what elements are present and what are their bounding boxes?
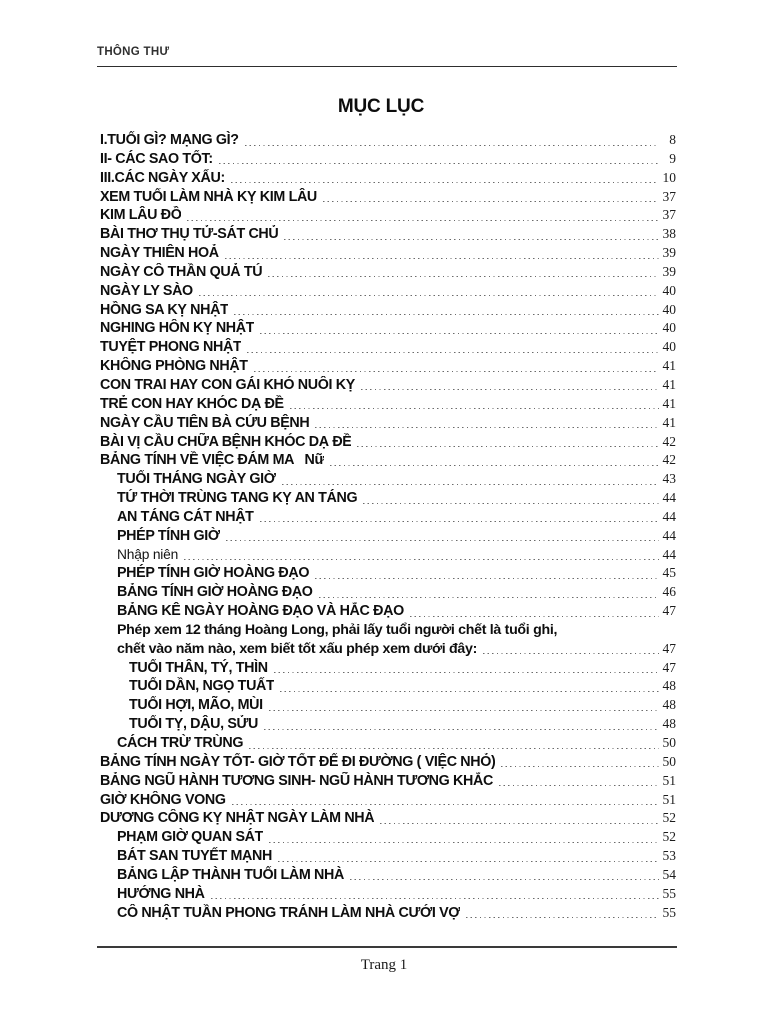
toc-entry <box>100 225 676 244</box>
toc-entry-page: 47 <box>662 659 676 675</box>
toc-entry-page: 39 <box>662 245 676 261</box>
dotted-leader <box>499 772 659 791</box>
toc-entry-label: chết vào năm nào, xem biết tốt xấu phép xem dưới đây: <box>117 640 478 657</box>
dotted-leader <box>226 527 659 546</box>
toc-entry-page: 10 <box>662 169 676 185</box>
toc-entry-page: 46 <box>662 584 676 600</box>
toc-entry-label: TỨ THỜI TRÙNG TANG KỴ AN TÁNG <box>117 490 358 507</box>
toc-entry-page: 48 <box>662 697 676 713</box>
toc-entry-page: 55 <box>662 885 676 901</box>
dotted-leader <box>350 866 659 885</box>
dotted-leader <box>330 451 659 470</box>
toc-entry-label: HƯỚNG NHÀ <box>117 885 205 902</box>
toc-entry-label: BÀI VỊ CẦU CHỮA BỆNH KHÓC DẠ ĐỀ <box>100 433 352 450</box>
dotted-leader <box>254 357 659 376</box>
dotted-leader <box>260 319 659 338</box>
toc-entry-label: TUỔI THÂN, TÝ, THÌN <box>129 659 268 676</box>
toc-entry <box>100 244 676 263</box>
dotted-leader <box>268 263 659 282</box>
toc-entry <box>100 395 676 414</box>
toc-entry <box>100 433 676 452</box>
toc-entry-label: Nhập niên <box>117 546 179 562</box>
toc-entry-label: BẢNG TÍNH VỀ VIỆC ĐÁM MA Nữ <box>100 452 325 469</box>
toc-entry <box>100 319 676 338</box>
toc-entry-page: 48 <box>662 678 676 694</box>
toc-entry <box>100 753 676 772</box>
toc-entry-page: 40 <box>662 320 676 336</box>
dotted-leader <box>466 904 659 923</box>
dotted-leader <box>231 169 659 188</box>
toc-entry <box>100 357 676 376</box>
dotted-leader <box>410 602 659 621</box>
toc-entry-page: 40 <box>662 282 676 298</box>
dotted-leader <box>278 847 659 866</box>
toc-entry <box>100 546 676 565</box>
toc-entry-page: 37 <box>662 207 676 223</box>
toc-entry-label: BẢNG NGŨ HÀNH TƯƠNG SINH- NGŨ HÀNH TƯƠNG KHẮC <box>100 772 493 789</box>
toc-entry-page: 42 <box>662 452 676 468</box>
toc-entry <box>100 169 676 188</box>
toc-entry <box>100 847 676 866</box>
toc-entry <box>100 866 676 885</box>
toc-entry-label: TUYỆT PHONG NHẬT <box>100 339 242 356</box>
dotted-leader <box>361 376 659 395</box>
toc-entry <box>100 489 676 508</box>
toc-list <box>100 131 676 922</box>
toc-entry-label: TUỔI HỢI, MÃO, MÙI <box>129 697 263 714</box>
toc-entry-page: 38 <box>662 226 676 242</box>
toc-entry-page: 52 <box>662 829 676 845</box>
toc-entry <box>100 263 676 282</box>
toc-entry-label: TRẺ CON HAY KHÓC DẠ ĐỀ <box>100 395 284 412</box>
toc-entry <box>100 206 676 225</box>
toc-entry <box>100 414 676 433</box>
dotted-leader <box>363 489 659 508</box>
toc-entry-page: 51 <box>662 772 676 788</box>
toc-entry <box>100 696 676 715</box>
toc-entry-page: 39 <box>662 263 676 279</box>
toc-entry-label: PHẠM GIỜ QUAN SÁT <box>117 829 264 846</box>
dotted-leader <box>187 206 659 225</box>
dotted-leader <box>269 696 659 715</box>
toc-entry-label: BÁT SAN TUYẾT MẠNH <box>117 848 272 865</box>
toc-entry <box>100 715 676 734</box>
dotted-leader <box>315 414 659 433</box>
toc-entry <box>100 188 676 207</box>
toc-entry <box>100 470 676 489</box>
toc-entry-label: CÔ NHẬT TUẦN PHONG TRÁNH LÀM NHÀ CƯỚI VỢ <box>117 904 461 921</box>
toc-entry <box>100 828 676 847</box>
toc-entry-page: 45 <box>662 565 676 581</box>
toc-entry-label: BẢNG LẬP THÀNH TUỔI LÀM NHÀ <box>117 866 344 883</box>
toc-entry-page: 44 <box>662 508 676 524</box>
toc-entry <box>100 131 676 150</box>
toc-entry-page: 50 <box>662 753 676 769</box>
page-header <box>97 42 677 60</box>
toc-entry-label: DƯƠNG CÔNG KỴ NHẬT NGÀY LÀM NHÀ <box>100 810 375 827</box>
dotted-leader <box>249 734 659 753</box>
toc-entry <box>100 583 676 602</box>
toc-entry <box>100 772 676 791</box>
toc-entry-label: CÁCH TRỪ TRÙNG <box>117 735 244 751</box>
toc-entry-label: BẢNG TÍNH NGÀY TỐT- GIỜ TỐT ĐỂ ĐI ĐƯỜNG ( VIỆC NHỎ) <box>100 753 496 770</box>
toc-entry <box>100 150 676 169</box>
toc-entry-page: 53 <box>662 848 676 864</box>
toc-entry <box>100 734 676 753</box>
toc-entry-label: NGÀY CÔ THẦN QUẢ TÚ <box>100 263 263 280</box>
toc-entry-page: 50 <box>662 735 676 750</box>
toc-entry-page: 40 <box>662 339 676 355</box>
dotted-leader <box>234 301 659 320</box>
toc-entry <box>100 677 676 696</box>
page-number-label: Trang 1 <box>360 957 408 973</box>
toc-entry <box>100 659 676 678</box>
dotted-leader <box>323 188 659 207</box>
toc-entry-continuation: Phép xem 12 tháng Hoàng Long, phải lấy tuổi người chết là tuổi ghi, <box>117 621 558 638</box>
dotted-leader <box>184 546 659 565</box>
toc-entry-label: II- CÁC SAO TỐT: <box>100 150 213 167</box>
toc-entry <box>100 301 676 320</box>
toc-entry-page: 41 <box>662 376 676 392</box>
toc-entry-label: KIM LÂU ĐỒ <box>100 207 182 224</box>
dotted-leader <box>232 791 659 810</box>
toc-entry-label: GIỜ KHÔNG VONG <box>100 791 226 808</box>
toc-entry-label: TUỔI THÁNG NGÀY GIỜ <box>117 471 276 488</box>
toc-entry <box>100 508 676 527</box>
toc-entry-label: BÀI THƠ THỤ TỬ-SÁT CHỦ <box>100 226 279 243</box>
toc-entry-label: TUỔI TỴ, DẬU, SỬU <box>129 716 259 733</box>
toc-entry-page: 52 <box>662 810 676 826</box>
toc-entry-page: 41 <box>662 395 676 411</box>
toc-entry-label: I.TUỔI GÌ? MẠNG GÌ? <box>100 132 239 148</box>
toc-entry-page: 44 <box>662 527 676 543</box>
toc-entry <box>100 451 676 470</box>
toc-entry-label: BẢNG KÊ NGÀY HOÀNG ĐẠO VÀ HẮC ĐẠO <box>117 603 404 620</box>
dotted-leader <box>380 809 659 828</box>
toc-entry-page: 47 <box>662 640 676 656</box>
dotted-leader <box>280 677 659 696</box>
toc-entry-page: 51 <box>662 791 676 807</box>
toc-entry-page: 55 <box>662 904 676 920</box>
footer-rule <box>97 946 677 948</box>
dotted-leader <box>247 338 659 357</box>
toc-entry-label: KHÔNG PHÒNG NHẬT <box>100 358 248 375</box>
toc-entry <box>100 527 676 546</box>
toc-entry-page: 9 <box>669 150 676 166</box>
toc-entry-label: TUỔI DẦN, NGỌ TUẤT <box>129 678 275 695</box>
dotted-leader <box>274 659 659 678</box>
toc-entry <box>100 640 676 659</box>
toc-entry <box>100 282 676 301</box>
dotted-leader <box>290 395 659 414</box>
toc-entry-page: 40 <box>662 301 676 317</box>
dotted-leader <box>245 131 659 150</box>
dotted-leader <box>284 225 659 244</box>
toc-entry-label: III.CÁC NGÀY XẤU: <box>100 169 225 186</box>
toc-entry-label: CON TRAI HAY CON GÁI KHÓ NUÔI KỴ <box>100 376 355 393</box>
toc-entry-page: 48 <box>662 716 676 732</box>
toc-entry <box>100 564 676 583</box>
toc-entry <box>100 791 676 810</box>
toc-entry <box>100 338 676 357</box>
dotted-leader <box>357 433 659 452</box>
toc-entry-label: NGÀY THIÊN HOẢ <box>100 245 219 262</box>
dotted-leader <box>225 244 659 263</box>
toc-entry-page: 37 <box>662 188 676 204</box>
running-header-title: THÔNG THƯ <box>97 45 170 58</box>
toc-entry-page: 44 <box>662 546 676 562</box>
toc-entry-label: NGÀY LY SÀO <box>100 282 193 299</box>
toc-entry-page: 41 <box>662 358 676 374</box>
toc-entry-page: 43 <box>662 471 676 487</box>
toc-entry <box>100 885 676 904</box>
dotted-leader <box>315 564 659 583</box>
toc-entry-label: BẢNG TÍNH GIỜ HOÀNG ĐẠO <box>117 584 313 601</box>
toc-entry-label: HỒNG SA KỴ NHẬT <box>100 301 229 318</box>
toc-entry-label: NGÀY CẦU TIÊN BÀ CỨU BỆNH <box>100 414 310 431</box>
toc-entry-label: PHÉP TÍNH GIỜ <box>117 527 220 544</box>
dotted-leader <box>219 150 659 169</box>
toc-entry-label: NGHING HÔN KỴ NHẬT <box>100 320 255 337</box>
header-rule <box>97 66 677 67</box>
toc-entry-page: 42 <box>662 433 676 449</box>
toc-entry-page: 54 <box>662 866 676 882</box>
toc-entry <box>100 904 676 923</box>
dotted-leader <box>260 508 659 527</box>
toc-entry <box>100 809 676 828</box>
dotted-leader <box>319 583 659 602</box>
toc-entry-label: XEM TUỔI LÀM NHÀ KỴ KIM LÂU <box>100 188 317 205</box>
toc-entry-label: AN TÁNG CÁT NHẬT <box>117 508 254 525</box>
dotted-leader <box>501 753 659 772</box>
toc-entry-page: 47 <box>662 603 676 619</box>
dotted-leader <box>483 640 659 659</box>
toc-entry-page: 8 <box>669 132 676 147</box>
dotted-leader <box>264 715 659 734</box>
toc-entry <box>100 602 676 621</box>
dotted-leader <box>269 828 659 847</box>
toc-entry <box>100 376 676 395</box>
toc-entry-page: 41 <box>662 414 676 430</box>
dotted-leader <box>199 282 659 301</box>
dotted-leader <box>211 885 659 904</box>
toc-entry-page: 44 <box>662 490 676 506</box>
toc-entry-label: PHÉP TÍNH GIỜ HOÀNG ĐẠO <box>117 565 310 582</box>
dotted-leader <box>282 470 659 489</box>
toc-title: MỤC LỤC <box>337 96 425 117</box>
